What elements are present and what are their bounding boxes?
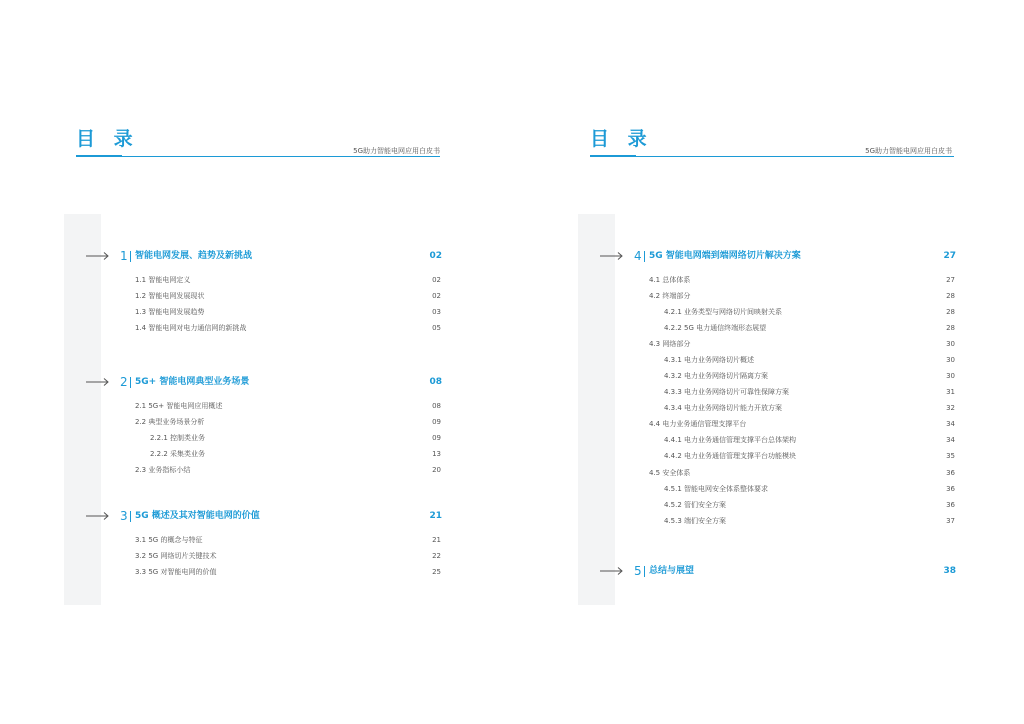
entry-label: 4.3.4 电力业务网络切片能力开放方案 [664,404,783,412]
entry-page: 09 [432,434,441,442]
toc-subentry[interactable] [150,449,441,460]
toc-subentry[interactable] [664,435,955,446]
toc-entry[interactable] [135,323,441,334]
entry-page: 02 [432,276,441,284]
title-underline [590,155,636,157]
entry-label: 1.3 智能电网发展趋势 [135,308,205,316]
toc-entry[interactable] [649,275,955,286]
entry-page: 13 [432,450,441,458]
chapter-number: 2 [120,375,128,389]
chapter-title: 5G 智能电网端到端网络切片解决方案 [649,251,801,261]
toc-subentry[interactable] [664,355,955,366]
sidebar-band [578,214,615,605]
chapter-heading[interactable] [86,509,442,523]
chapter-heading[interactable] [86,375,442,389]
toc-subentry[interactable] [664,516,955,527]
chapter-number: 1 [120,249,128,263]
toc-entry[interactable] [649,291,955,302]
toc-subentry[interactable] [150,433,441,444]
chapter-number: 5 [634,564,642,578]
entry-label: 4.2.2 5G 电力通信终端形态展望 [664,324,767,332]
entry-page: 36 [946,469,955,477]
arrow-right-icon [86,249,110,263]
entry-label: 4.2 终端部分 [649,292,691,300]
entry-label: 1.2 智能电网发展现状 [135,292,205,300]
entry-page: 30 [946,372,955,380]
toc-subentry[interactable] [664,403,955,414]
sidebar-band [64,214,101,605]
document-subtitle: 5G助力智能电网应用白皮书 [353,147,440,155]
entry-label: 4.5.2 管们安全方案 [664,501,727,509]
entry-label: 2.2 典型业务场景分析 [135,418,205,426]
chapter-divider [130,251,131,262]
toc-subentry[interactable] [664,323,955,334]
toc-subentry[interactable] [664,451,955,462]
page-title: 目 录 [76,128,139,150]
toc-entry[interactable] [135,275,441,286]
chapter-divider [130,377,131,388]
chapter-number: 4 [634,249,642,263]
chapter-number: 3 [120,509,128,523]
entry-label: 4.1 总体体系 [649,276,691,284]
entry-page: 09 [432,418,441,426]
entry-label: 4.5.3 端们安全方案 [664,517,727,525]
entry-page: 30 [946,356,955,364]
entry-label: 4.4 电力业务通信管理支撑平台 [649,420,747,428]
chapter-heading[interactable] [86,249,442,263]
arrow-right-icon [86,509,110,523]
arrow-right-icon [86,375,110,389]
entry-page: 21 [432,536,441,544]
chapter-page: 38 [943,566,956,576]
entry-page: 30 [946,340,955,348]
entry-page: 05 [432,324,441,332]
toc-subentry[interactable] [664,484,955,495]
toc-entry[interactable] [135,567,441,578]
arrow-right-icon [600,564,624,578]
chapter-heading[interactable] [600,564,956,578]
chapter-page: 27 [943,251,956,261]
chapter-title: 5G 概述及其对智能电网的价值 [135,511,260,521]
chapter-divider [130,511,131,522]
arrow-right-icon [600,249,624,263]
entry-page: 37 [946,517,955,525]
entry-label: 2.1 5G+ 智能电网应用概述 [135,402,223,410]
toc-entry[interactable] [135,417,441,428]
toc-entry[interactable] [135,535,441,546]
toc-page-right [512,0,1024,724]
chapter-title: 5G+ 智能电网典型业务场景 [135,377,250,387]
entry-page: 25 [432,568,441,576]
entry-page: 03 [432,308,441,316]
entry-page: 36 [946,485,955,493]
toc-entry[interactable] [649,468,955,479]
entry-page: 20 [432,466,441,474]
entry-label: 3.2 5G 网络切片关键技术 [135,552,217,560]
chapter-title: 总结与展望 [649,566,695,576]
entry-page: 34 [946,420,955,428]
chapter-title: 智能电网发展、趋势及新挑战 [135,251,253,261]
entry-label: 1.4 智能电网对电力通信网的新挑战 [135,324,247,332]
page-title: 目 录 [590,128,653,150]
title-underline [76,155,122,157]
toc-subentry[interactable] [664,371,955,382]
chapter-divider [644,251,645,262]
entry-label: 4.3 网络部分 [649,340,691,348]
toc-entry[interactable] [135,551,441,562]
chapter-page: 08 [429,377,442,387]
entry-page: 22 [432,552,441,560]
toc-entry[interactable] [649,339,955,350]
entry-label: 4.5 安全体系 [649,469,691,477]
entry-page: 08 [432,402,441,410]
entry-label: 4.3.3 电力业务网络切片可靠性保障方案 [664,388,790,396]
toc-entry[interactable] [135,291,441,302]
entry-label: 4.4.1 电力业务通信管理支撑平台总体架构 [664,436,797,444]
entry-page: 02 [432,292,441,300]
entry-label: 2.2.2 采集类业务 [150,450,206,458]
entry-page: 27 [946,276,955,284]
document-subtitle: 5G助力智能电网应用白皮书 [865,147,952,155]
entry-label: 2.3 业务指标小结 [135,466,191,474]
entry-label: 4.3.1 电力业务网络切片概述 [664,356,755,364]
toc-subentry[interactable] [664,387,955,398]
entry-page: 31 [946,388,955,396]
entry-page: 36 [946,501,955,509]
chapter-page: 21 [429,511,442,521]
entry-label: 4.4.2 电力业务通信管理支撑平台功能模块 [664,452,797,460]
entry-label: 3.1 5G 的概念与特征 [135,536,203,544]
entry-page: 28 [946,308,955,316]
toc-entry[interactable] [135,465,441,476]
entry-page: 32 [946,404,955,412]
entry-label: 1.1 智能电网定义 [135,276,191,284]
chapter-page: 02 [429,251,442,261]
entry-page: 35 [946,452,955,460]
toc-entry[interactable] [649,419,955,430]
entry-label: 4.5.1 智能电网安全体系整体要求 [664,485,769,493]
entry-page: 28 [946,292,955,300]
entry-label: 2.2.1 控制类业务 [150,434,206,442]
entry-page: 28 [946,324,955,332]
chapter-heading[interactable] [600,249,956,263]
entry-label: 4.3.2 电力业务网络切片隔离方案 [664,372,769,380]
toc-entry[interactable] [135,307,441,318]
entry-page: 34 [946,436,955,444]
entry-label: 4.2.1 业务类型与网络切片间映射关系 [664,308,783,316]
entry-label: 3.3 5G 对智能电网的价值 [135,568,217,576]
toc-subentry[interactable] [664,307,955,318]
header-rule [122,156,440,157]
toc-subentry[interactable] [664,500,955,511]
toc-entry[interactable] [135,401,441,412]
header-rule [636,156,954,157]
chapter-divider [644,566,645,577]
